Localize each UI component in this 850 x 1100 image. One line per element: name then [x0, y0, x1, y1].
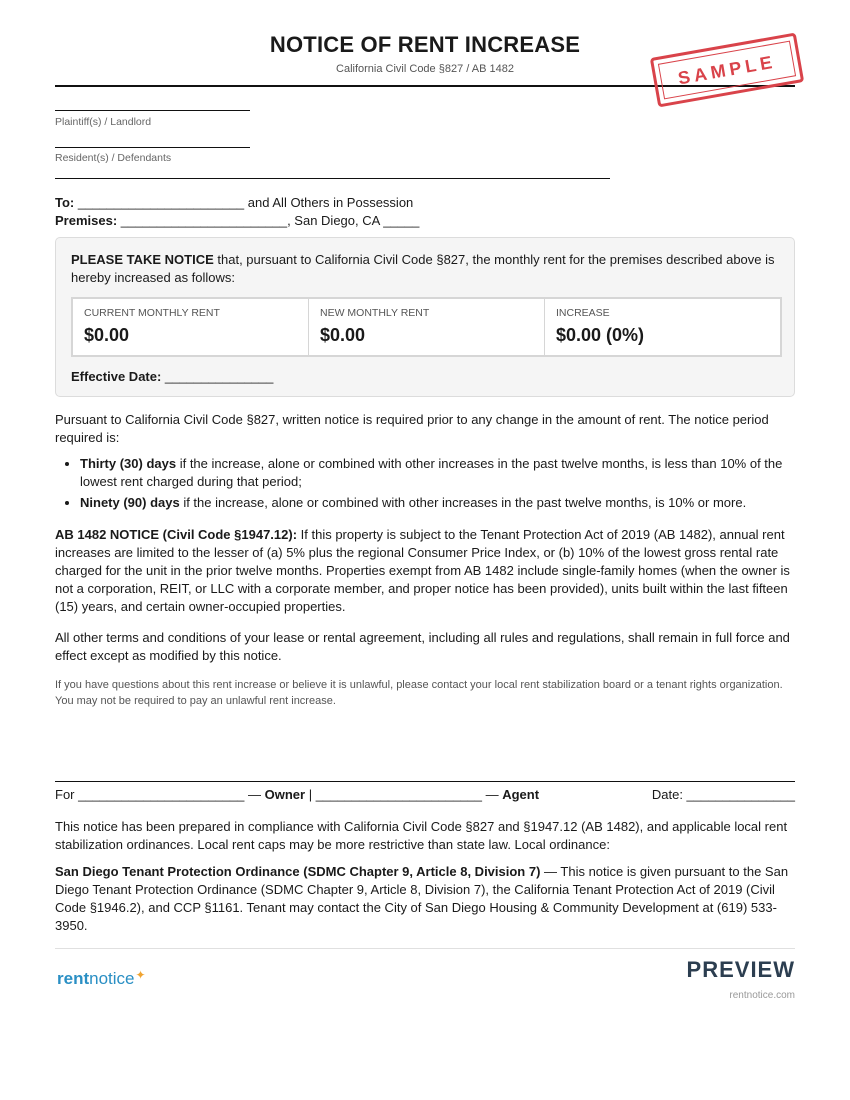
site-url: rentnotice.com [729, 990, 795, 1001]
signature-date: Date: _______________ [651, 787, 795, 802]
current-rent-cell [73, 299, 309, 355]
to-line [55, 195, 413, 210]
logo-notice: notice [89, 969, 135, 988]
increase-value: $0.00 (0%) [556, 325, 645, 345]
terms-paragraph: All other terms and conditions of your lease or rental agreement, including all rules and regulations, shall remain in full force and effect except as modified by this notice. [55, 630, 790, 663]
to-blank: _______________________ [77, 195, 245, 210]
premises-blank: _______________________ [120, 213, 288, 228]
agent-blank: | _______________________ — [305, 787, 503, 802]
ordinance-text: — This notice is given pursuant to the San Diego Tenant Protection Ordinance (SDMC Chapter 9, Article 8, Division 7), the California Tenant Protection Act of 2019 (Civil Code §1946.2), and CCP §1161. Tenant may contact the City of San Diego Housing & Community Development at (619) 533-3950. [55, 864, 789, 933]
agent-label: Agent [502, 787, 540, 802]
signature-divider [55, 781, 795, 782]
bullet-bold: Thirty (30) days [80, 456, 177, 471]
ab1482-heading: AB 1482 NOTICE (Civil Code §1947.12): [55, 527, 298, 542]
bullet-text: if the increase, alone or combined with other increases in the past twelve months, is 10% or more. [179, 495, 747, 510]
plaintiff-signature-line [55, 110, 250, 111]
current-rent-value: $0.00 [84, 325, 130, 345]
rentnotice-logo [57, 969, 146, 989]
effective-date [71, 369, 273, 384]
compliance-paragraph: This notice has been prepared in compliance with California Civil Code §827 and §1947.12 (AB 1482), and applicable local rent stabilization ordinances. Local rent caps may be more restrictive than state law. Local ordinance: [55, 819, 788, 852]
rent-summary-grid [71, 297, 782, 357]
owner-label: Owner [264, 787, 306, 802]
list-item [80, 455, 795, 491]
document-title: NOTICE OF RENT INCREASE [269, 32, 581, 57]
premises-line [55, 213, 419, 228]
new-rent-label: NEW MONTHLY RENT [320, 307, 430, 319]
increase-label: INCREASE [556, 307, 610, 319]
resident-label: Resident(s) / Defendants [55, 152, 172, 164]
resident-signature-line [55, 147, 250, 148]
questions-paragraph: If you have questions about this rent increase or believe it is unlawful, please contact your local rent stabilization board or a tenant rights organization. You may not be required to pay an unlawful rent increase. [55, 679, 783, 707]
sparkle-icon: ✦ [135, 968, 146, 982]
bullet-bold: Ninety (90) days [80, 495, 180, 510]
ab1482-paragraph [55, 526, 795, 616]
preview-label: PREVIEW [686, 957, 795, 982]
notice-lead: PLEASE TAKE NOTICE [71, 252, 214, 267]
premises-city: , San Diego, CA _____ [287, 213, 420, 228]
to-suffix: and All Others in Possession [247, 195, 414, 210]
plaintiff-label: Plaintiff(s) / Landlord [55, 116, 152, 128]
ordinance-heading: San Diego Tenant Protection Ordinance (SDMC Chapter 9, Article 8, Division 7) [55, 864, 541, 879]
notice-period-list [55, 455, 795, 515]
parties-divider [55, 178, 610, 179]
rent-notice-box [55, 237, 795, 397]
new-rent-cell [309, 299, 545, 355]
list-item [80, 494, 795, 512]
increase-cell [545, 299, 780, 355]
ab1482-text: If this property is subject to the Tenant Protection Act of 2019 (AB 1482), annual rent increases are limited to the lesser of (a) 5% plus the regional Consumer Price Index, or (b) 10% of the lowest gross rental rate charged for the unit in the prior twelve months. Properties exempt from AB 1482 include single-family homes (when the owner is not a corporation, REIT, or LLC with a corporate member, and proper notice has been provided), units built within the last fifteen (15) years, and certain owner-occupied properties. [55, 527, 790, 614]
notice-intro [71, 251, 781, 287]
logo-rent: rent [57, 969, 90, 988]
sample-stamp-text: SAMPLE [676, 51, 778, 88]
effective-date-label: Effective Date: [71, 369, 162, 384]
bullet-text: if the increase, alone or combined with other increases in the past twelve months, is less than 10% of the lowest rent charged during that period; [80, 456, 783, 489]
for-label: For [55, 787, 75, 802]
effective-date-blank: _______________ [161, 369, 274, 384]
to-label: To: [55, 195, 75, 210]
footer-divider [55, 948, 795, 949]
current-rent-label: CURRENT MONTHLY RENT [84, 307, 220, 319]
new-rent-value: $0.00 [320, 325, 366, 345]
notice-period-paragraph: Pursuant to California Civil Code §827, written notice is required prior to any change in the amount of rent. The notice period required is: [55, 412, 769, 445]
notice-lead-text: that, pursuant to California Civil Code §827, the monthly rent for the premises described above is hereby increased as follows: [71, 252, 775, 285]
ordinance-paragraph [55, 863, 795, 935]
document-subtitle: California Civil Code §827 / AB 1482 [336, 63, 514, 75]
owner-blank: _______________________ — [74, 787, 265, 802]
premises-label: Premises: [55, 213, 118, 228]
